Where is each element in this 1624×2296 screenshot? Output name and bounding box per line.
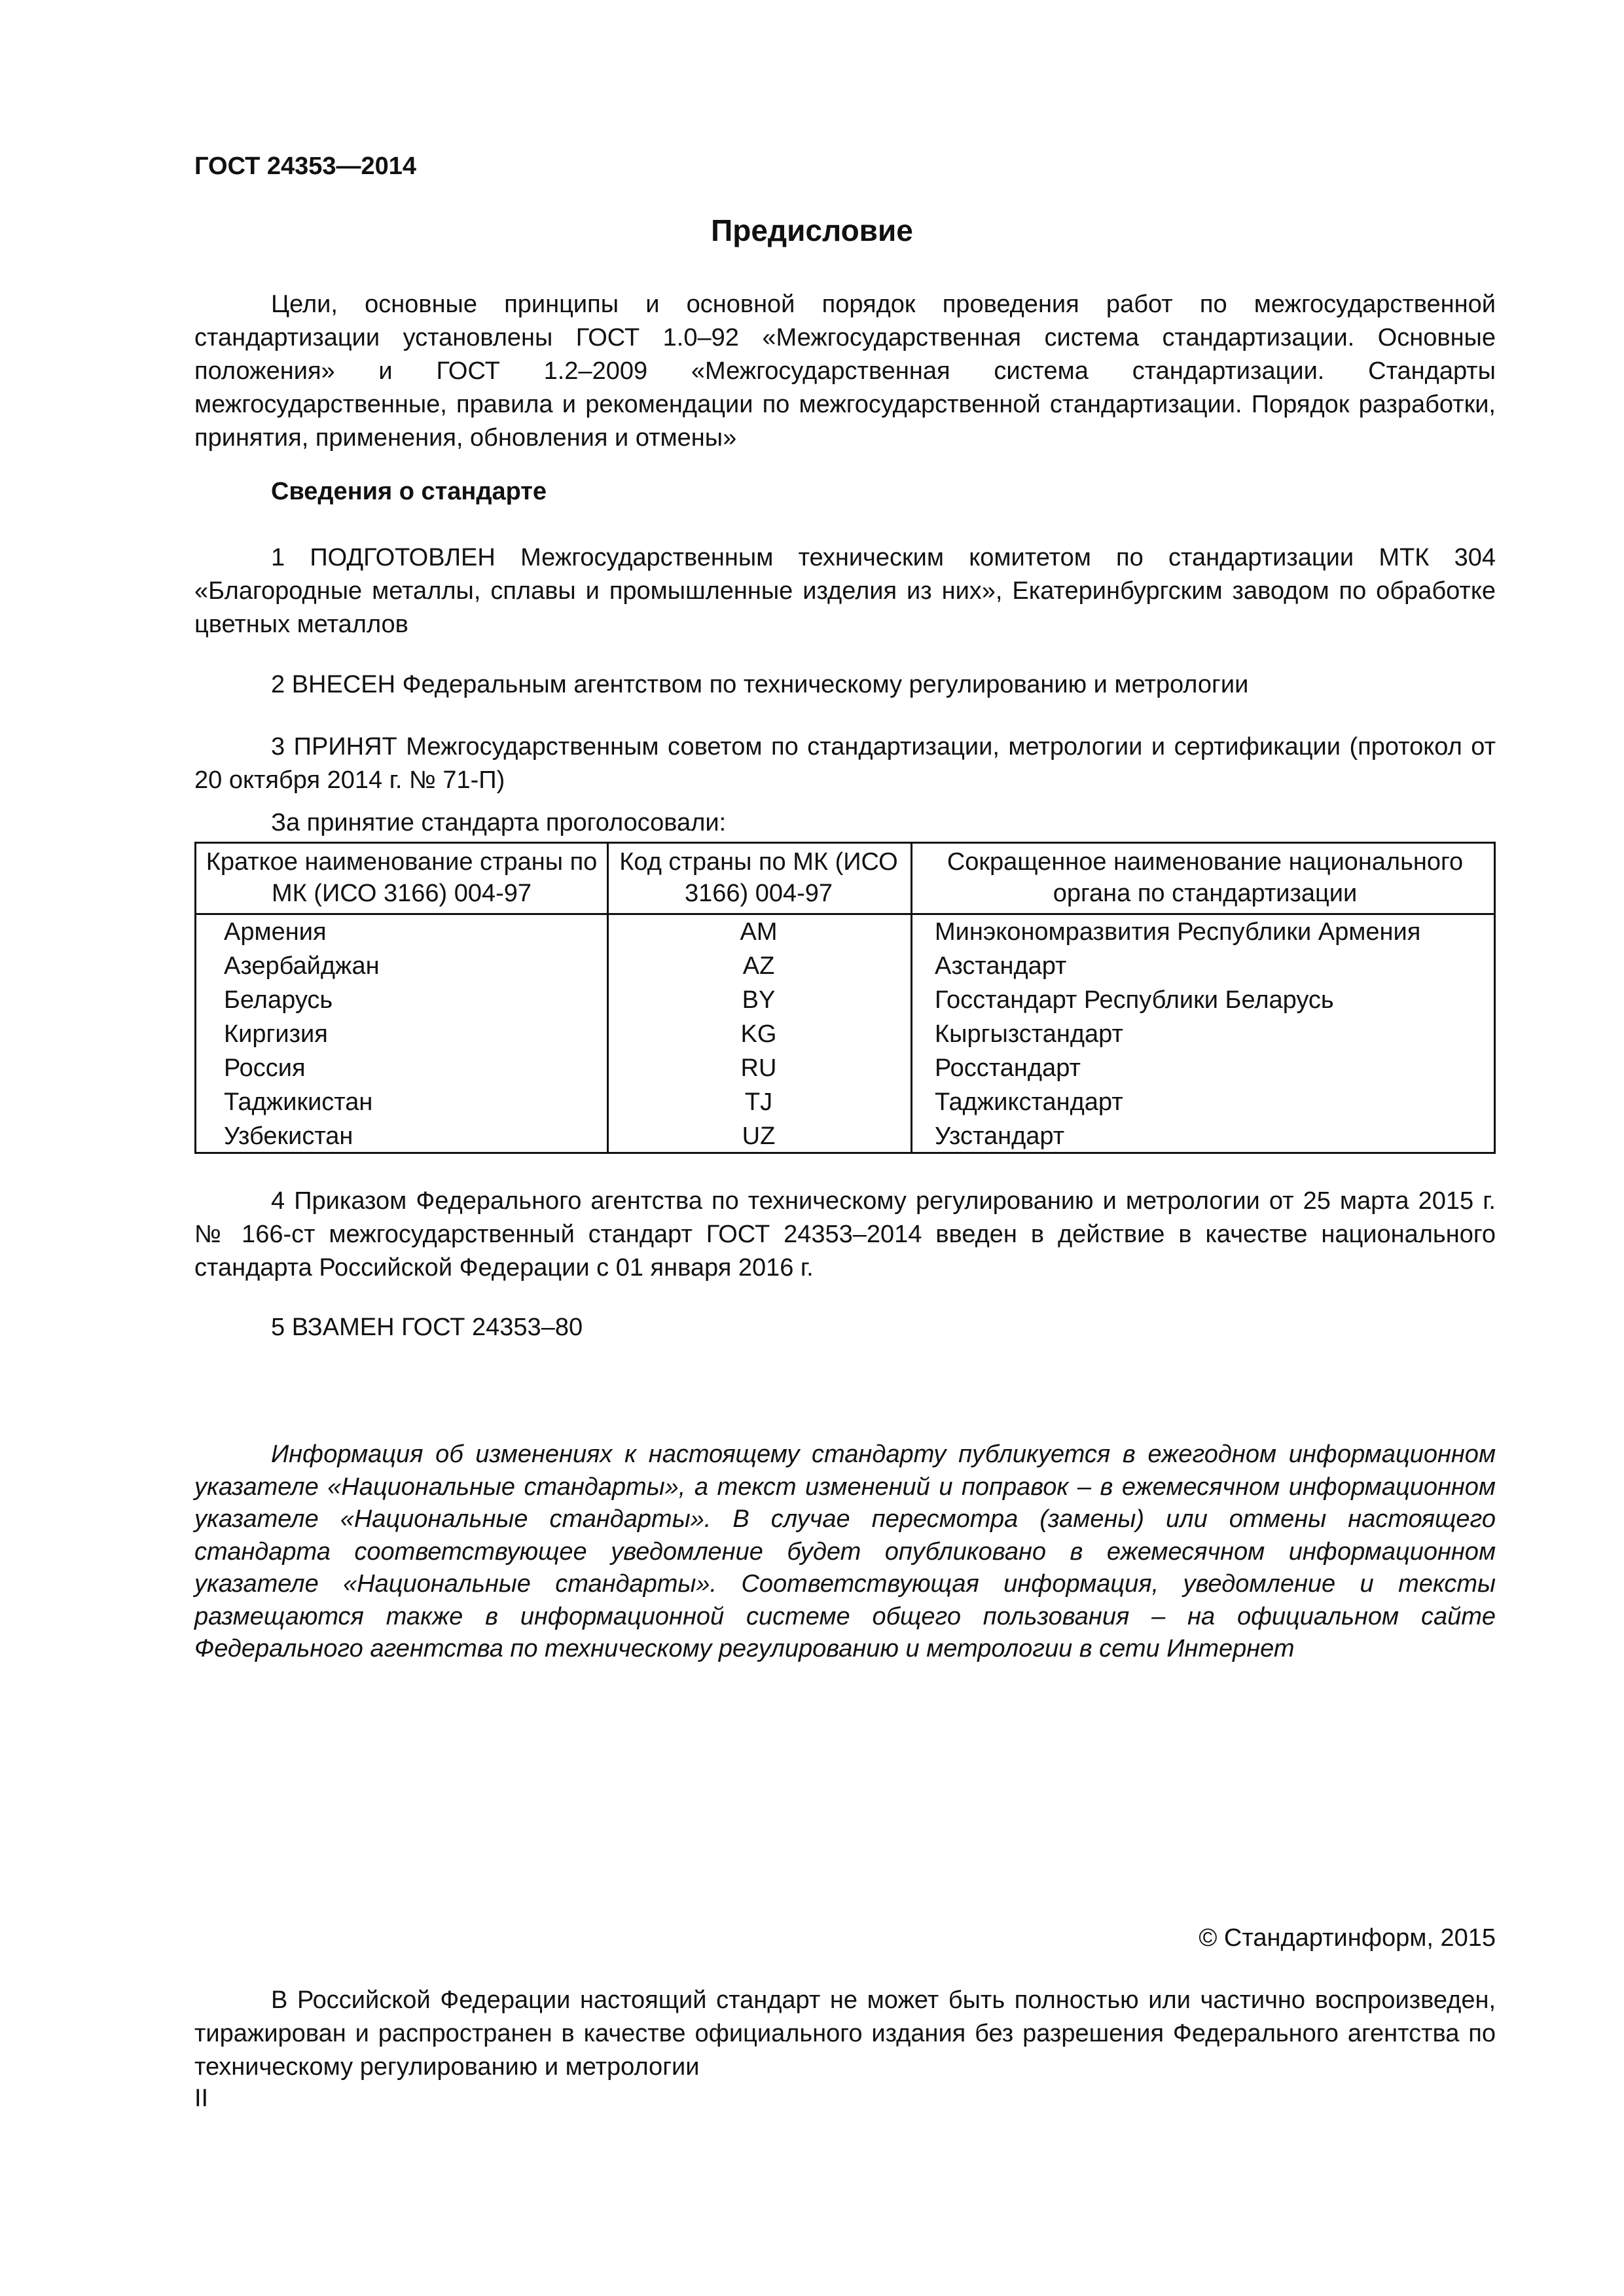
table-cell-country: Азербайджан	[224, 952, 380, 980]
changes-notice: Информация об изменениях к настоящему стандарту публикуется в ежегодном информационном указателе «Национальные стандарты», а текст изменений и поправок – в ежемесячном информационном указателе «Национальные стандарты». В случае пересмотра (замены) или отмены настоящего стандарта соответствующее уведомление будет опубликовано в ежемесячном информационном указателе «Национальные стандарты». Соответствующая информация, уведомление и тексты размещаются также в информационной системе общего пользования – на официальном сайте Федерального агентства по техническому регулированию и метрологии в сети Интернет	[194, 1441, 1496, 1662]
voting-table	[194, 842, 1496, 1154]
item-4-paragraph: 4 Приказом Федерального агентства по техническому регулированию и метрологии от 25 марта 2015 г. № 166-ст межгосударственный стандарт ГОСТ 24353–2014 введен в действие в качестве национального стандарта Российской Федерации с 01 января 2016 г.	[194, 1187, 1496, 1282]
table-cell-body: Азстандарт	[935, 952, 1067, 980]
table-header-body: Сокращенное наименование национального органа по стандартизации	[947, 848, 1464, 907]
table-header-code: Код страны по МК (ИСО 3166) 004-97	[619, 848, 898, 907]
table-cell-code: KG	[740, 1020, 777, 1048]
table-cell-code: AZ	[742, 952, 775, 980]
table-cell-body: Кыргызстандарт	[935, 1020, 1123, 1048]
item-2-paragraph: 2 ВНЕСЕН Федеральным агентством по техническому регулированию и метрологии	[271, 671, 1249, 698]
table-cell-code: UZ	[742, 1122, 776, 1150]
table-cell-country: Россия	[224, 1054, 306, 1082]
item-1-paragraph: 1 ПОДГОТОВЛЕН Межгосударственным техническим комитетом по стандартизации МТК 304 «Благородные металлы, сплавы и промышленные изделия из них», Екатеринбургским заводом по обработке цветных металлов	[194, 544, 1496, 638]
table-cell-body: Таджикстандарт	[935, 1088, 1123, 1116]
table-cell-country: Армения	[224, 918, 327, 946]
table-divider	[911, 844, 912, 1152]
table-cell-country: Узбекистан	[224, 1122, 353, 1150]
table-cell-code: BY	[742, 986, 776, 1014]
table-cell-body: Росстандарт	[935, 1054, 1081, 1082]
table-cell-country: Беларусь	[224, 986, 333, 1014]
table-cell-country: Таджикистан	[224, 1088, 373, 1116]
table-cell-code: RU	[740, 1054, 777, 1082]
item-3-paragraph: 3 ПРИНЯТ Межгосударственным советом по стандартизации, метрологии и сертификации (протокол от 20 октября 2014 г. № 71-П)	[194, 733, 1496, 794]
table-cell-body: Минэкономразвития Республики Армения	[935, 918, 1421, 946]
document-code: ГОСТ 24353—2014	[194, 152, 417, 180]
item-5-paragraph: 5 ВЗАМЕН ГОСТ 24353–80	[271, 1314, 583, 1341]
table-cell-body: Узстандарт	[935, 1122, 1065, 1150]
table-cell-country: Киргизия	[224, 1020, 328, 1048]
table-cell-code: TJ	[744, 1088, 773, 1116]
intro-paragraph: Цели, основные принципы и основной порядок проведения работ по межгосударственной стандартизации установлены ГОСТ 1.0–92 «Межгосударственная система стандартизации. Основные положения» и ГОСТ 1.2–2009 «Межгосударственная система стандартизации. Стандарты межгосударственные, правила и рекомендации по межгосударственной стандартизации. Порядок разработки, принятия, применения, обновления и отмены»	[194, 291, 1496, 452]
table-cell-code: AM	[740, 918, 778, 946]
section-heading: Сведения о стандарте	[271, 478, 547, 505]
table-cell-body: Госстандарт Республики Беларусь	[935, 986, 1334, 1014]
table-header-country: Краткое наименование страны по МК (ИСО 3166) 004-97	[206, 848, 598, 907]
copyright-line: © Стандартинформ, 2015	[1199, 1924, 1496, 1952]
vote-intro: За принятие стандарта проголосовали:	[271, 809, 727, 836]
reproduction-notice: В Российской Федерации настоящий стандарт не может быть полностью или частично воспроизведен, тиражирован и распространен в качестве официального издания без разрешения Федерального агентства по техническому регулированию и метрологии	[194, 1986, 1496, 2081]
page-number: II	[194, 2085, 209, 2112]
page-title: Предисловие	[711, 213, 913, 247]
